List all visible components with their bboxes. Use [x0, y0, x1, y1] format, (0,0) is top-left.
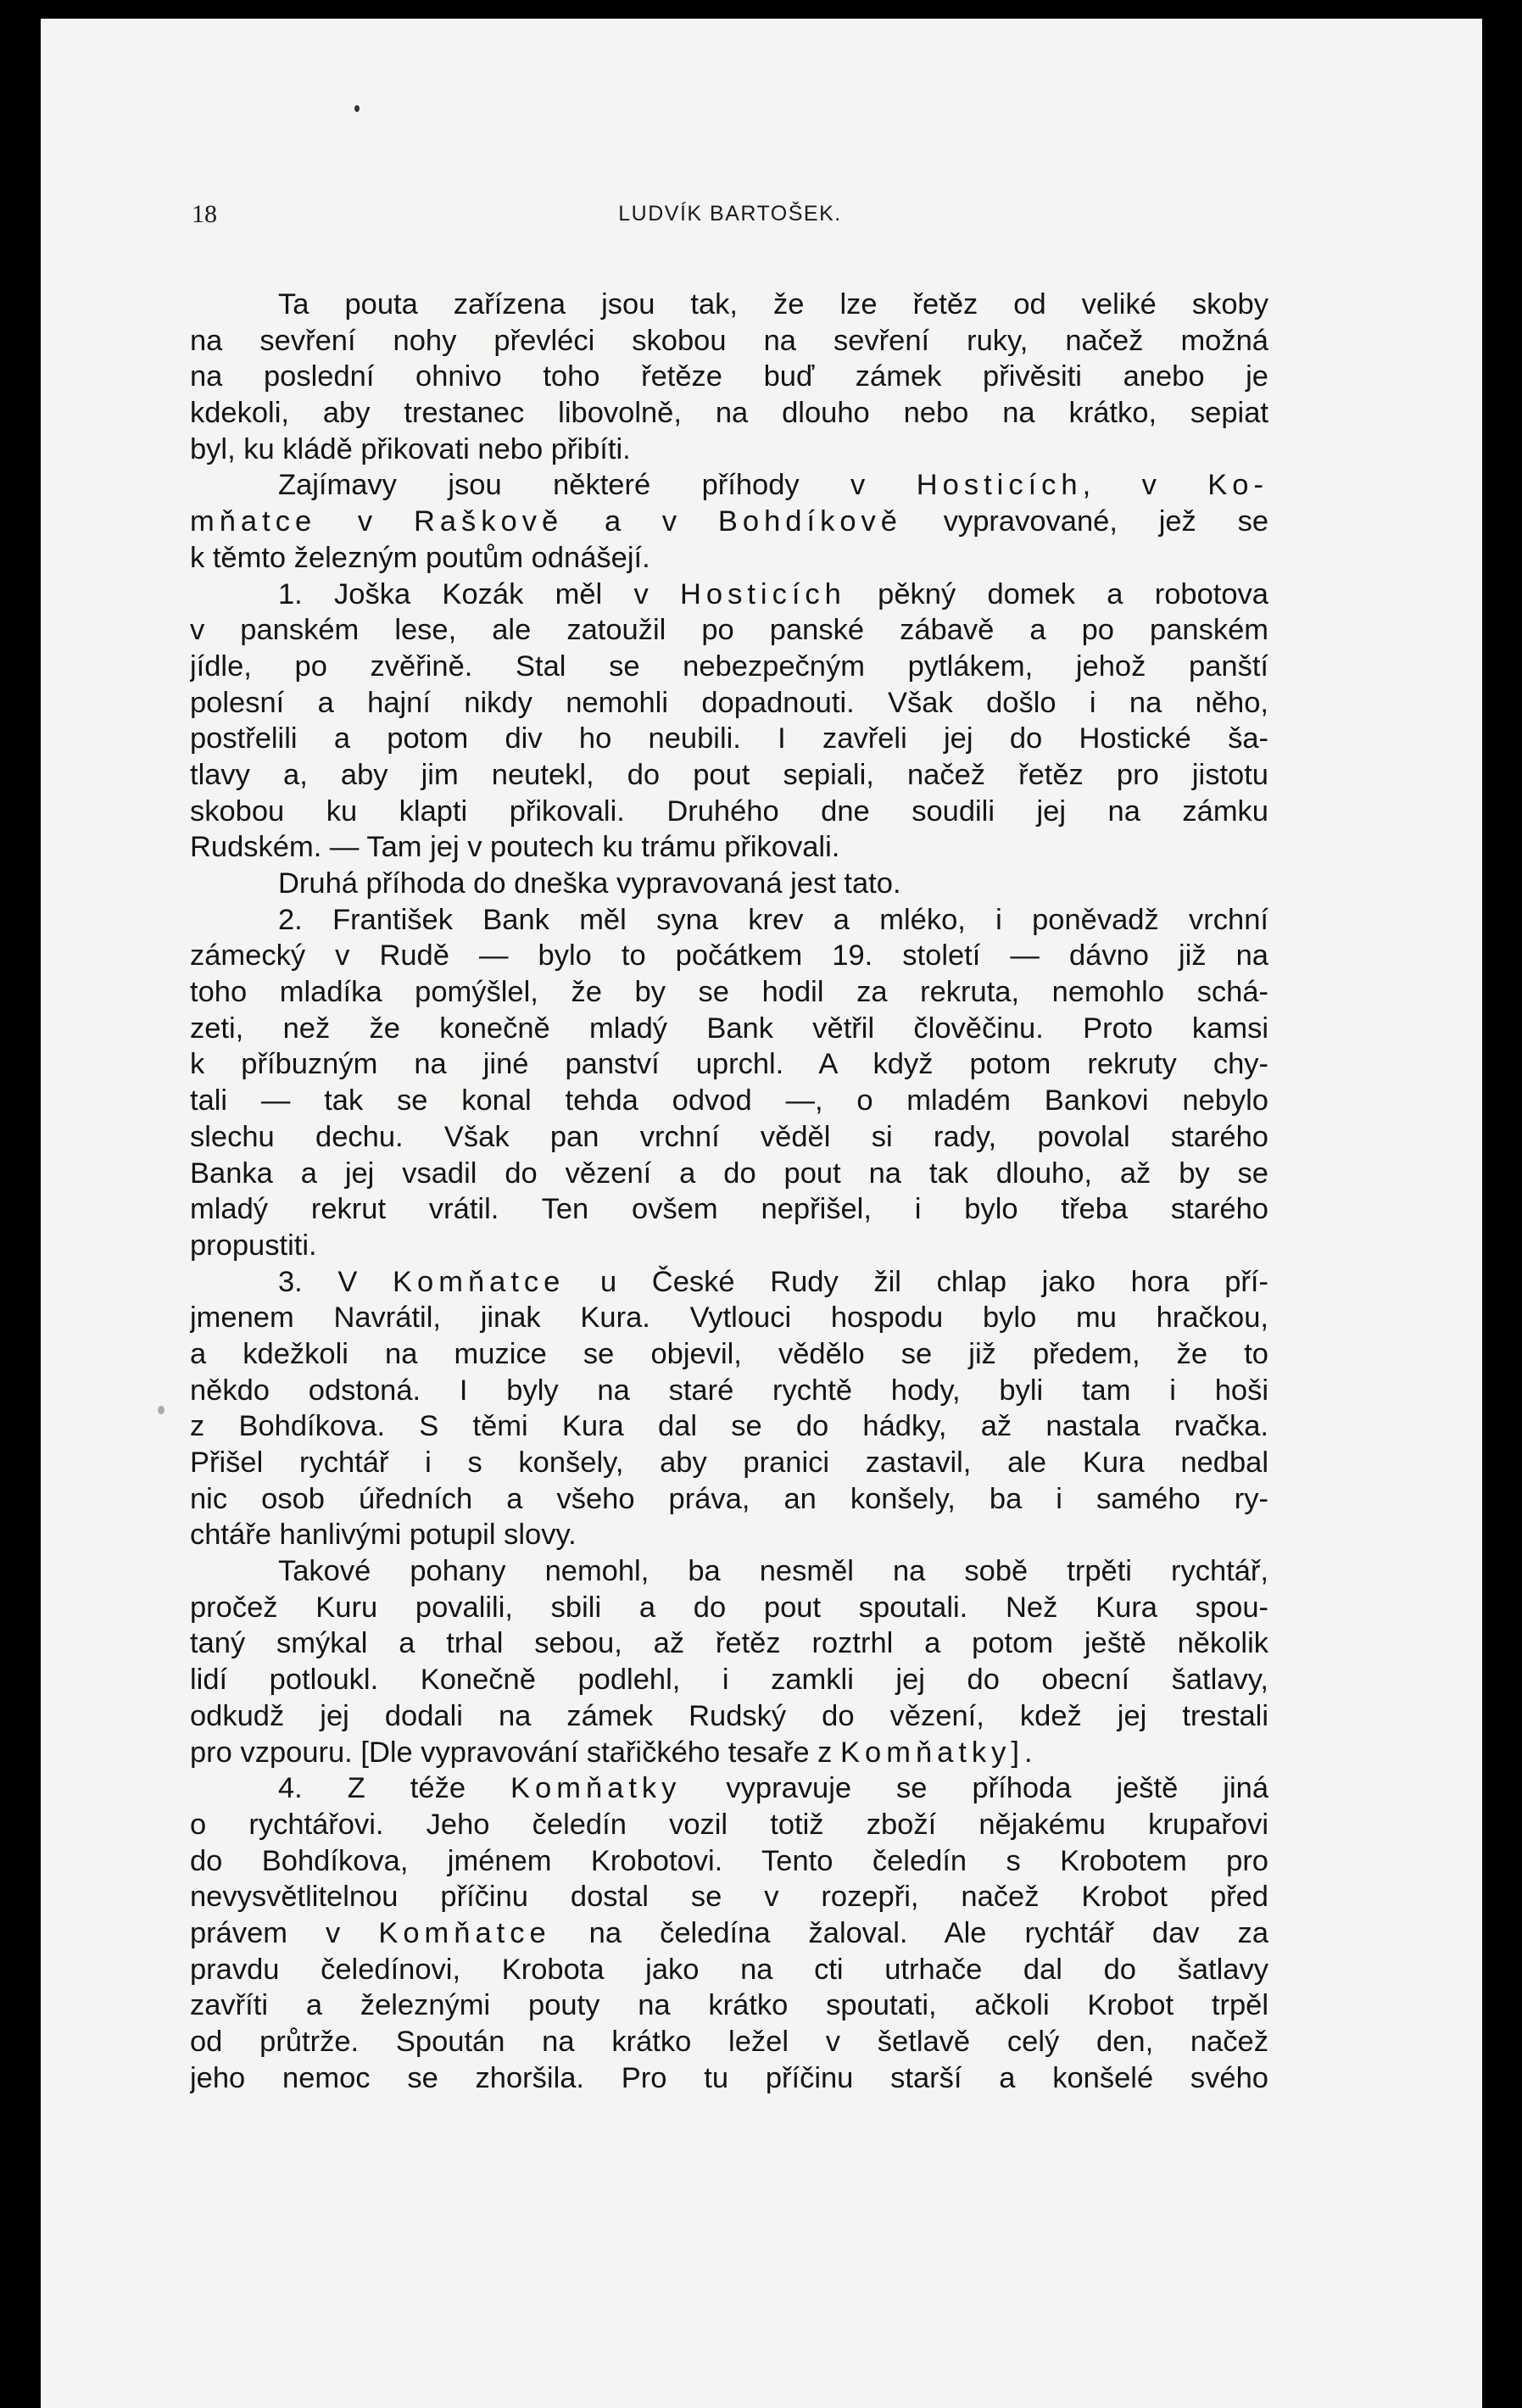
text-line: Přišel rychtář i s konšely, aby pranici zastavil, ale Kura nedbal — [190, 1446, 1268, 1479]
text-line: pravdu čeledínovi, Krobota jako na cti utrhače dal do šatlavy — [190, 1953, 1268, 1986]
text-line: tlavy a, aby jim neutekl, do pout sepiali, načež řetěz pro jistotu — [190, 758, 1268, 791]
text-line: Takové pohany nemohl, ba nesměl na sobě trpěti rychtář, — [278, 1555, 1268, 1588]
text-line: 1. Joška Kozák měl v Hosticích pěkný domek a robotova — [278, 577, 1268, 610]
text-line: 4. Z téže Komňatky vypravuje se příhoda ještě jiná — [278, 1772, 1268, 1805]
text-line: postřelili a potom div ho neubili. I zavřeli jej do Hostické ša- — [190, 722, 1268, 755]
text-line: Rudském. — Tam jej v poutech ku trámu přikovali. — [190, 831, 840, 864]
text-line: kdekoli, aby trestanec libovolně, na dlouho nebo na krátko, sepiat — [190, 397, 1268, 430]
speck — [158, 1406, 164, 1414]
text-line: na sevření nohy převléci skobou na sevření ruky, načež možná — [190, 324, 1268, 357]
text-line: právem v Komňatce na čeledína žaloval. Ale rychtář dav za — [190, 1916, 1268, 1949]
text-line: k příbuzným na jiné panství uprchl. A když potom rekruty chy- — [190, 1048, 1268, 1081]
text-line: lidí potloukl. Konečně podlehl, i zamkli jej do obecní šatlavy, — [190, 1664, 1268, 1697]
text-line: jídle, po zvěřině. Stal se nebezpečným pytlákem, jehož panští — [190, 649, 1268, 683]
text-line: pročež Kuru povalili, sbili a do pout spoutali. Než Kura spou- — [190, 1591, 1268, 1624]
text-line: toho mladíka pomýšlel, že by se hodil za rekruta, nemohlo schá- — [190, 976, 1268, 1009]
body-text — [190, 287, 1268, 2096]
text-line: v panském lese, ale zatoužil po panské zábavě a po panském — [190, 614, 1268, 647]
text-line: jmenem Navrátil, jinak Kura. Vytlouci hospodu bylo mu hračkou, — [190, 1302, 1268, 1335]
text-line: zavříti a železnými pouty na krátko spoutati, ačkoli Krobot trpěl — [190, 1989, 1268, 2022]
text-line: nic osob úředních a všeho práva, an konšely, ba i samého ry- — [190, 1482, 1268, 1515]
text-line: nevysvětlitelnou příčinu dostal se v rozepři, načež Krobot před — [190, 1881, 1268, 1914]
text-line: na poslední ohnivo toho řetěze buď zámek přivěsiti anebo je — [190, 360, 1268, 393]
text-line: Druhá příhoda do dneška vypravovaná jest tato. — [278, 867, 901, 900]
text-line: někdo odstoná. I byly na staré rychtě hody, byli tam i hoši — [190, 1374, 1268, 1407]
text-line: propustiti. — [190, 1229, 317, 1262]
text-line: jeho nemoc se zhoršila. Pro tu příčinu starší a konšelé svého — [190, 2061, 1268, 2094]
page-number: 18 — [192, 200, 217, 228]
text-line: byl, ku kládě přikovati nebo přibíti. — [190, 432, 631, 465]
text-line: odkudž jej dodali na zámek Rudský do vězení, kdež jej trestali — [190, 1699, 1268, 1732]
text-line: zámecký v Rudě — bylo to počátkem 19. století — dávno již na — [190, 939, 1268, 973]
speck — [354, 105, 360, 112]
text-line: zeti, než že konečně mladý Bank větřil člověčinu. Proto kamsi — [190, 1012, 1268, 1045]
text-line: k těmto železným poutům odnášejí. — [190, 541, 650, 574]
text-line: 2. František Bank měl syna krev a mléko, i poněvadž vrchní — [278, 903, 1268, 936]
text-line: Banka a jej vsadil do vězení a do pout na tak dlouho, až by se — [190, 1157, 1268, 1190]
text-line: tali — tak se konal tehda odvod —, o mladém Bankovi nebylo — [190, 1084, 1268, 1118]
text-line: chtáře hanlivými potupil slovy. — [190, 1519, 577, 1552]
text-line: slechu dechu. Však pan vrchní věděl si rady, povolal starého — [190, 1120, 1268, 1153]
page-header — [192, 197, 1268, 234]
text-line: taný smýkal a trhal sebou, až řetěz roztrhl a potom ještě několik — [190, 1627, 1268, 1660]
text-line: do Bohdíkova, jménem Krobotovi. Tento čeledín s Krobotem pro — [190, 1844, 1268, 1877]
text-line: mňatce v Raškově a v Bohdíkově vypravované, jež se — [190, 505, 1268, 538]
text-line: pro vzpouru. [Dle vypravování stařičkého tesaře z Komňatky]. — [190, 1736, 1038, 1769]
text-line: Ta pouta zařízena jsou tak, že lze řetěz od veliké skoby — [278, 288, 1268, 321]
text-line: mladý rekrut vrátil. Ten ovšem nepřišel, i bylo třeba starého — [190, 1193, 1268, 1226]
text-line: a kdežkoli na muzice se objevil, vědělo se již předem, že to — [190, 1337, 1268, 1370]
text-line: skobou ku klapti přikovali. Druhého dne soudili jej na zámku — [190, 794, 1268, 828]
running-head: LUDVÍK BARTOŠEK. — [618, 202, 842, 226]
text-line: 3. V Komňatce u České Rudy žil chlap jako hora pří- — [278, 1265, 1268, 1298]
text-line: o rychtářovi. Jeho čeledín vozil totiž zboží nějakému krupařovi — [190, 1808, 1268, 1841]
text-line: Zajímavy jsou některé příhody v Hosticích, v Ko- — [278, 469, 1268, 502]
text-line: od průtrže. Spoután na krátko ležel v šetlavě celý den, načež — [190, 2026, 1268, 2058]
text-line: polesní a hajní nikdy nemohli dopadnouti. Však došlo i na něho, — [190, 686, 1268, 719]
text-line: z Bohdíkova. S těmi Kura dal se do hádky, až nastala rvačka. — [190, 1410, 1268, 1443]
